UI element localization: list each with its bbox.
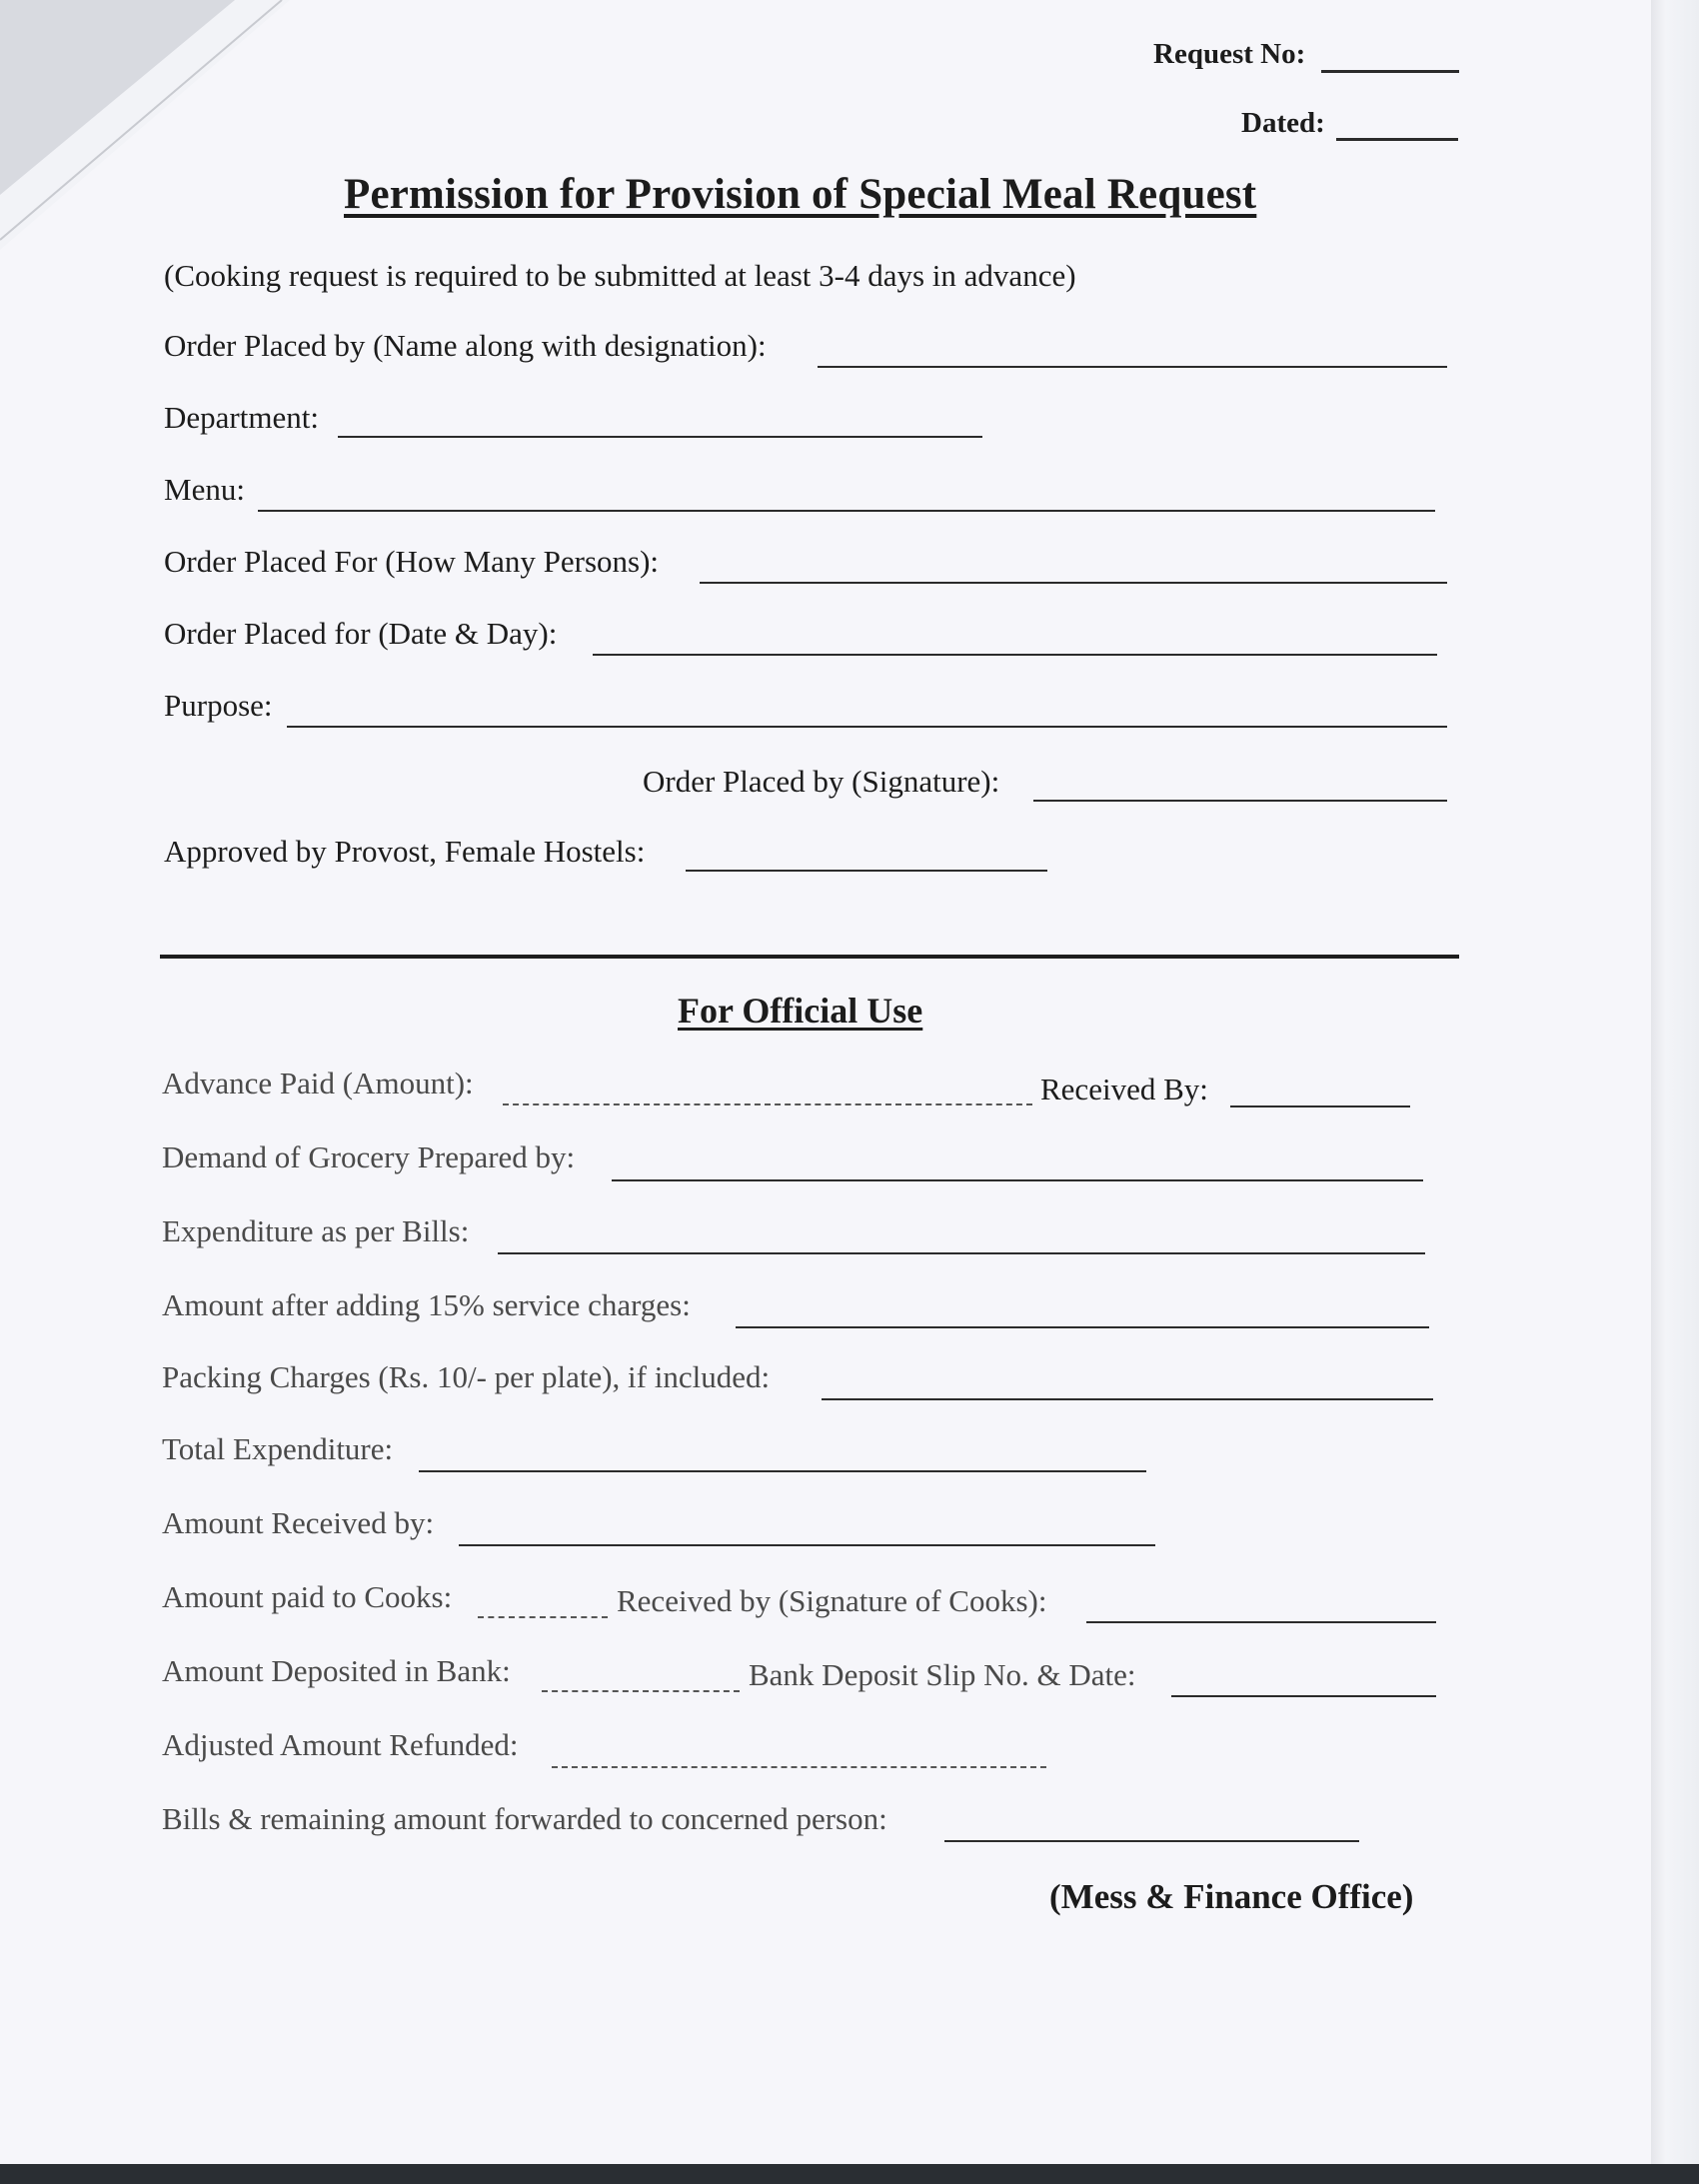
expenditure-bills-field[interactable]	[498, 1252, 1425, 1254]
purpose-label: Purpose:	[164, 688, 273, 723]
deposited-bank-label: Amount Deposited in Bank:	[162, 1653, 511, 1688]
folded-corner	[0, 0, 290, 250]
advance-paid-label: Advance Paid (Amount):	[162, 1066, 474, 1100]
approved-by-field[interactable]	[686, 870, 1047, 872]
advance-note: (Cooking request is required to be submitted at least 3-4 days in advance)	[164, 258, 1076, 293]
grocery-demand-label: Demand of Grocery Prepared by:	[162, 1139, 576, 1174]
bills-forwarded-label: Bills & remaining amount forwarded to concerned person:	[162, 1801, 887, 1836]
signature-label: Order Placed by (Signature):	[643, 764, 1000, 799]
total-expenditure-label: Total Expenditure:	[162, 1431, 394, 1466]
expenditure-bills-label: Expenditure as per Bills:	[162, 1213, 470, 1248]
section-divider	[160, 955, 1459, 959]
packing-charges-label: Packing Charges (Rs. 10/- per plate), if included:	[162, 1359, 771, 1394]
order-placed-by-field[interactable]	[818, 366, 1447, 368]
department-field[interactable]	[338, 436, 982, 438]
deposited-bank-field[interactable]	[542, 1690, 740, 1692]
date-day-field[interactable]	[593, 654, 1437, 656]
total-expenditure-field[interactable]	[419, 1470, 1146, 1472]
advance-paid-field[interactable]	[503, 1103, 1032, 1105]
persons-field[interactable]	[700, 582, 1447, 584]
cooks-signature-field[interactable]	[1086, 1621, 1436, 1623]
bills-forwarded-field[interactable]	[944, 1840, 1359, 1842]
department-label: Department:	[164, 400, 319, 435]
grocery-demand-field[interactable]	[612, 1179, 1423, 1181]
persons-label: Order Placed For (How Many Persons):	[164, 544, 660, 579]
amount-received-by-label: Amount Received by:	[162, 1505, 435, 1540]
office-footer: (Mess & Finance Office)	[1049, 1877, 1414, 1916]
dated-field[interactable]	[1336, 138, 1458, 141]
deposit-slip-label: Bank Deposit Slip No. & Date:	[749, 1657, 1136, 1692]
approved-by-label: Approved by Provost, Female Hostels:	[164, 834, 646, 869]
received-by-field[interactable]	[1230, 1105, 1410, 1107]
page-edge	[1651, 0, 1699, 2164]
packing-charges-field[interactable]	[822, 1398, 1433, 1400]
service-charges-field[interactable]	[736, 1326, 1429, 1328]
paid-to-cooks-field[interactable]	[478, 1616, 608, 1618]
service-charges-label: Amount after adding 15% service charges:	[162, 1287, 691, 1322]
date-day-label: Order Placed for (Date & Day):	[164, 616, 558, 651]
purpose-field[interactable]	[287, 726, 1447, 728]
received-by-label: Received By:	[1040, 1072, 1208, 1106]
deposit-slip-field[interactable]	[1171, 1695, 1436, 1697]
official-use-title: For Official Use	[678, 991, 923, 1031]
order-placed-by-label: Order Placed by (Name along with designation):	[164, 328, 767, 363]
cooks-signature-label: Received by (Signature of Cooks):	[617, 1583, 1047, 1618]
refunded-field[interactable]	[552, 1766, 1046, 1768]
refunded-label: Adjusted Amount Refunded:	[162, 1727, 519, 1762]
dated-label: Dated:	[1241, 107, 1325, 139]
paid-to-cooks-label: Amount paid to Cooks:	[162, 1579, 453, 1614]
form-title: Permission for Provision of Special Meal Request	[344, 171, 1257, 218]
signature-field[interactable]	[1033, 800, 1447, 802]
menu-label: Menu:	[164, 472, 245, 507]
scanner-border	[0, 2164, 1699, 2184]
request-no-field[interactable]	[1321, 70, 1459, 73]
amount-received-by-field[interactable]	[459, 1544, 1155, 1546]
request-no-label: Request No:	[1153, 38, 1306, 70]
menu-field[interactable]	[258, 510, 1435, 512]
